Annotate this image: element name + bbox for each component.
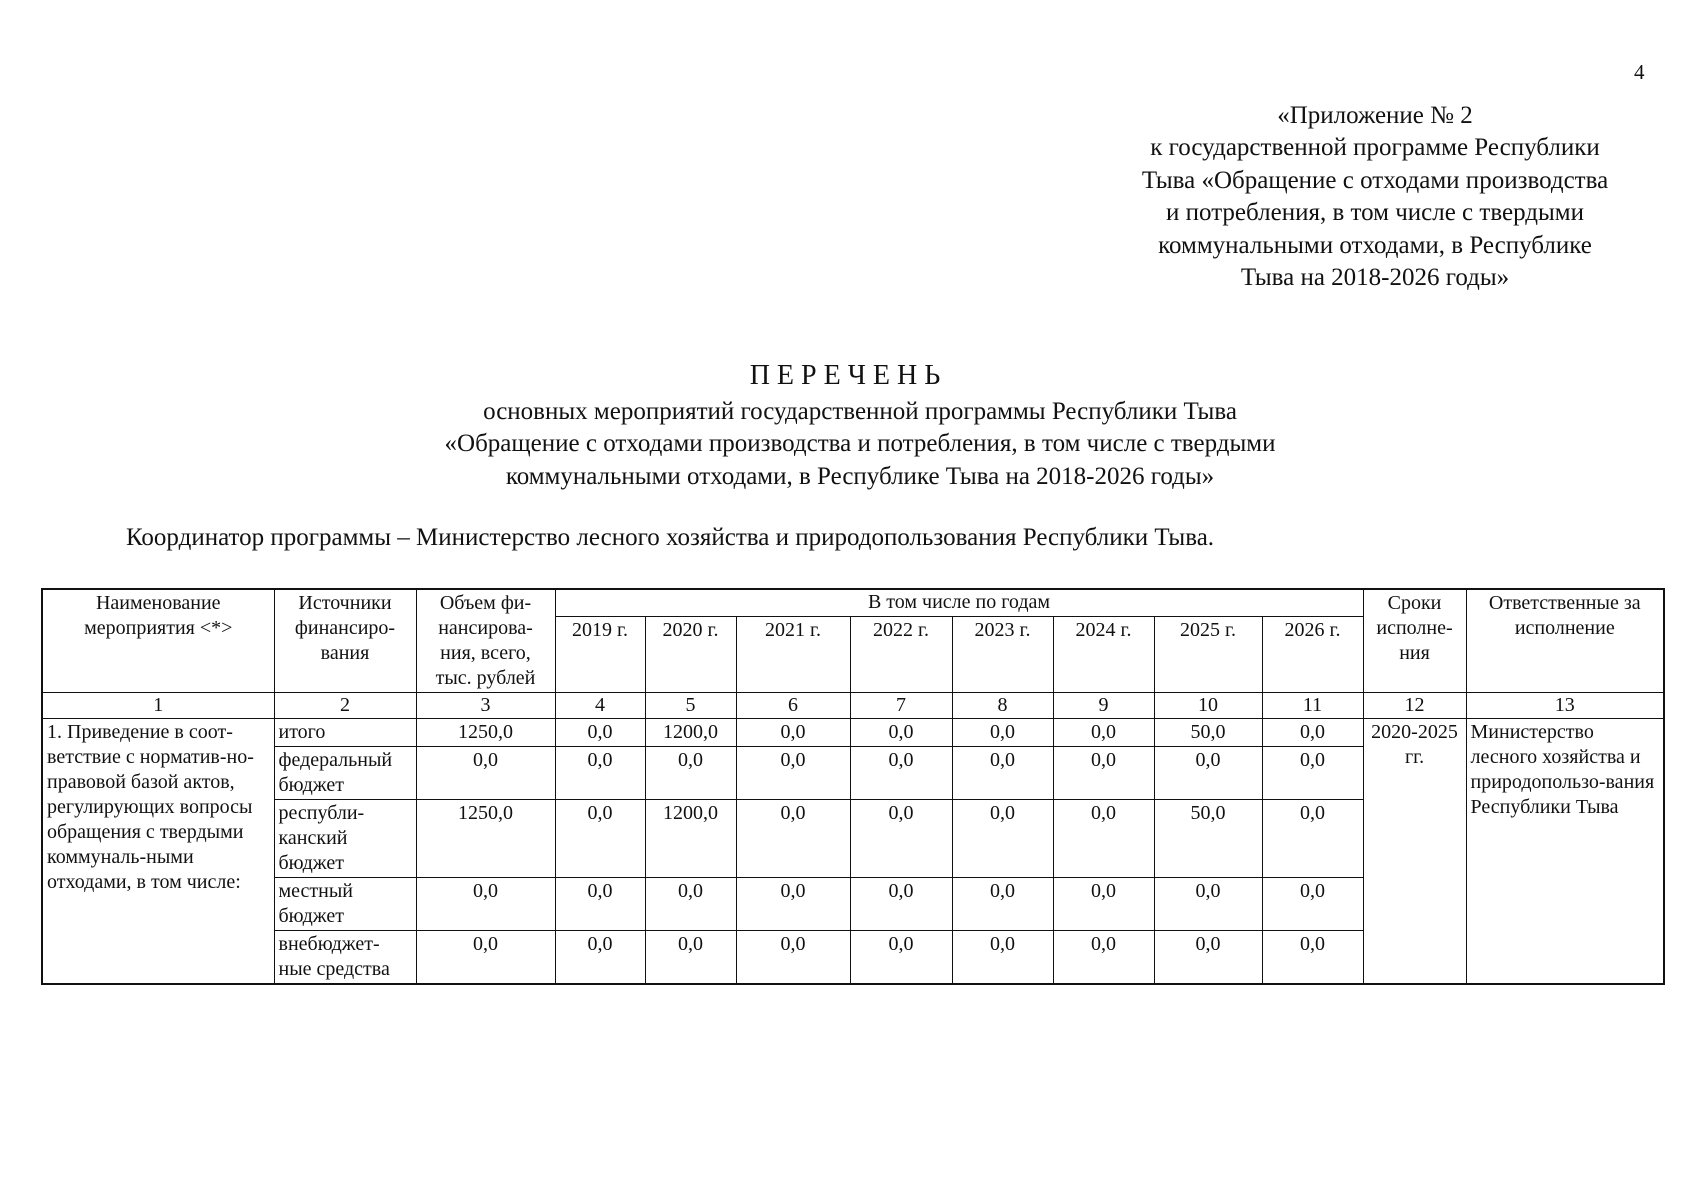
year-value: 0,0 <box>1262 800 1363 878</box>
header-year: 2019 г. <box>555 616 645 692</box>
subtitle-line: коммунальными отходами, в Республике Тыва на 2018-2026 годы» <box>505 462 1215 490</box>
page-number: 4 <box>1634 60 1645 84</box>
header-year: 2020 г. <box>645 616 736 692</box>
year-value: 0,0 <box>1053 747 1154 800</box>
funding-source: республи-канский бюджет <box>274 800 416 878</box>
year-value: 0,0 <box>736 800 850 878</box>
execution-terms: 2020-2025 гг. <box>1363 719 1466 985</box>
year-value: 0,0 <box>645 878 736 931</box>
year-value: 0,0 <box>952 747 1053 800</box>
year-value: 0,0 <box>555 747 645 800</box>
year-value: 0,0 <box>555 719 645 747</box>
year-value: 0,0 <box>645 931 736 985</box>
appendix-line: Тыва на 2018-2026 годы» <box>1240 264 1510 292</box>
year-value: 0,0 <box>1262 878 1363 931</box>
funding-total: 0,0 <box>416 747 555 800</box>
year-value: 1200,0 <box>645 719 736 747</box>
funding-source: федеральный бюджет <box>274 747 416 800</box>
year-value: 0,0 <box>952 931 1053 985</box>
year-value: 0,0 <box>1262 747 1363 800</box>
year-value: 0,0 <box>1262 931 1363 985</box>
header-year: 2023 г. <box>952 616 1053 692</box>
year-value: 0,0 <box>952 878 1053 931</box>
column-numbers-row <box>42 693 1664 719</box>
responsible-executor: Министерство лесного хозяйства и природопользо-вания Республики Тыва <box>1466 719 1664 985</box>
year-value: 0,0 <box>736 878 850 931</box>
measure-name: 1. Приведение в соот-ветствие с норматив-но-правовой базой актов, регулирующих вопросы обращения с твердыми коммуналь-ными отходами, в том числе: <box>42 719 274 985</box>
column-number: 3 <box>416 693 555 719</box>
table-row <box>42 719 1664 747</box>
header-responsible: Ответственные за исполнение <box>1466 589 1664 693</box>
year-value: 50,0 <box>1154 800 1262 878</box>
year-value: 0,0 <box>736 931 850 985</box>
header-year: 2024 г. <box>1053 616 1154 692</box>
funding-source: итого <box>274 719 416 747</box>
year-value: 0,0 <box>1262 719 1363 747</box>
year-value: 0,0 <box>1053 719 1154 747</box>
year-value: 0,0 <box>1053 931 1154 985</box>
subtitle-line: «Обращение с отходами производства и потребления, в том числе с твердыми <box>444 430 1276 458</box>
year-value: 0,0 <box>952 800 1053 878</box>
header-year: 2022 г. <box>850 616 952 692</box>
funding-total: 1250,0 <box>416 719 555 747</box>
measures-table <box>41 588 1665 985</box>
appendix-header <box>1095 100 1655 294</box>
funding-total: 0,0 <box>416 878 555 931</box>
header-year: 2025 г. <box>1154 616 1262 692</box>
year-value: 0,0 <box>850 747 952 800</box>
column-number: 11 <box>1262 693 1363 719</box>
funding-source: внебюджет-ные средства <box>274 931 416 985</box>
header-year: 2021 г. <box>736 616 850 692</box>
year-value: 1200,0 <box>645 800 736 878</box>
appendix-line: к государственной программе Республики <box>1150 134 1600 162</box>
column-number: 8 <box>952 693 1053 719</box>
column-number: 9 <box>1053 693 1154 719</box>
header-year: 2026 г. <box>1262 616 1363 692</box>
appendix-line: коммунальными отходами, в Республике <box>1158 231 1592 259</box>
funding-total: 0,0 <box>416 931 555 985</box>
program-coordinator: Координатор программы – Министерство лесного хозяйства и природопользования Республики Тыва. <box>126 524 1215 551</box>
year-value: 0,0 <box>850 719 952 747</box>
appendix-line: Тыва «Обращение с отходами производства <box>1141 166 1609 194</box>
column-number: 12 <box>1363 693 1466 719</box>
column-number: 7 <box>850 693 952 719</box>
header-by-years: В том числе по годам <box>555 589 1363 616</box>
year-value: 0,0 <box>1154 878 1262 931</box>
document-title: ПЕРЕЧЕНЬ <box>749 360 948 391</box>
appendix-line: и потребления, в том числе с твердыми <box>1166 199 1584 227</box>
year-value: 0,0 <box>850 800 952 878</box>
year-value: 0,0 <box>645 747 736 800</box>
column-number: 5 <box>645 693 736 719</box>
year-value: 0,0 <box>952 719 1053 747</box>
document-subtitle <box>0 396 1697 493</box>
year-value: 0,0 <box>736 747 850 800</box>
header-terms: Сроки исполне-ния <box>1363 589 1466 693</box>
column-number: 4 <box>555 693 645 719</box>
subtitle-line: основных мероприятий государственной программы Республики Тыва <box>483 398 1237 425</box>
funding-source: местный бюджет <box>274 878 416 931</box>
funding-total: 1250,0 <box>416 800 555 878</box>
year-value: 0,0 <box>555 931 645 985</box>
column-number: 2 <box>274 693 416 719</box>
year-value: 0,0 <box>555 800 645 878</box>
column-number: 10 <box>1154 693 1262 719</box>
year-value: 0,0 <box>1154 931 1262 985</box>
column-number: 6 <box>736 693 850 719</box>
appendix-line: «Приложение № 2 <box>1277 102 1473 129</box>
year-value: 0,0 <box>1154 747 1262 800</box>
year-value: 0,0 <box>555 878 645 931</box>
column-number: 1 <box>42 693 274 719</box>
year-value: 0,0 <box>1053 878 1154 931</box>
year-value: 0,0 <box>736 719 850 747</box>
header-sources: Источники финансиро-вания <box>274 589 416 693</box>
year-value: 0,0 <box>850 931 952 985</box>
year-value: 0,0 <box>850 878 952 931</box>
column-number: 13 <box>1466 693 1664 719</box>
year-value: 0,0 <box>1053 800 1154 878</box>
header-volume: Объем фи-нансирова-ния, всего, тыс. рублей <box>416 589 555 693</box>
year-value: 50,0 <box>1154 719 1262 747</box>
header-name: Наименование мероприятия <*> <box>42 589 274 693</box>
